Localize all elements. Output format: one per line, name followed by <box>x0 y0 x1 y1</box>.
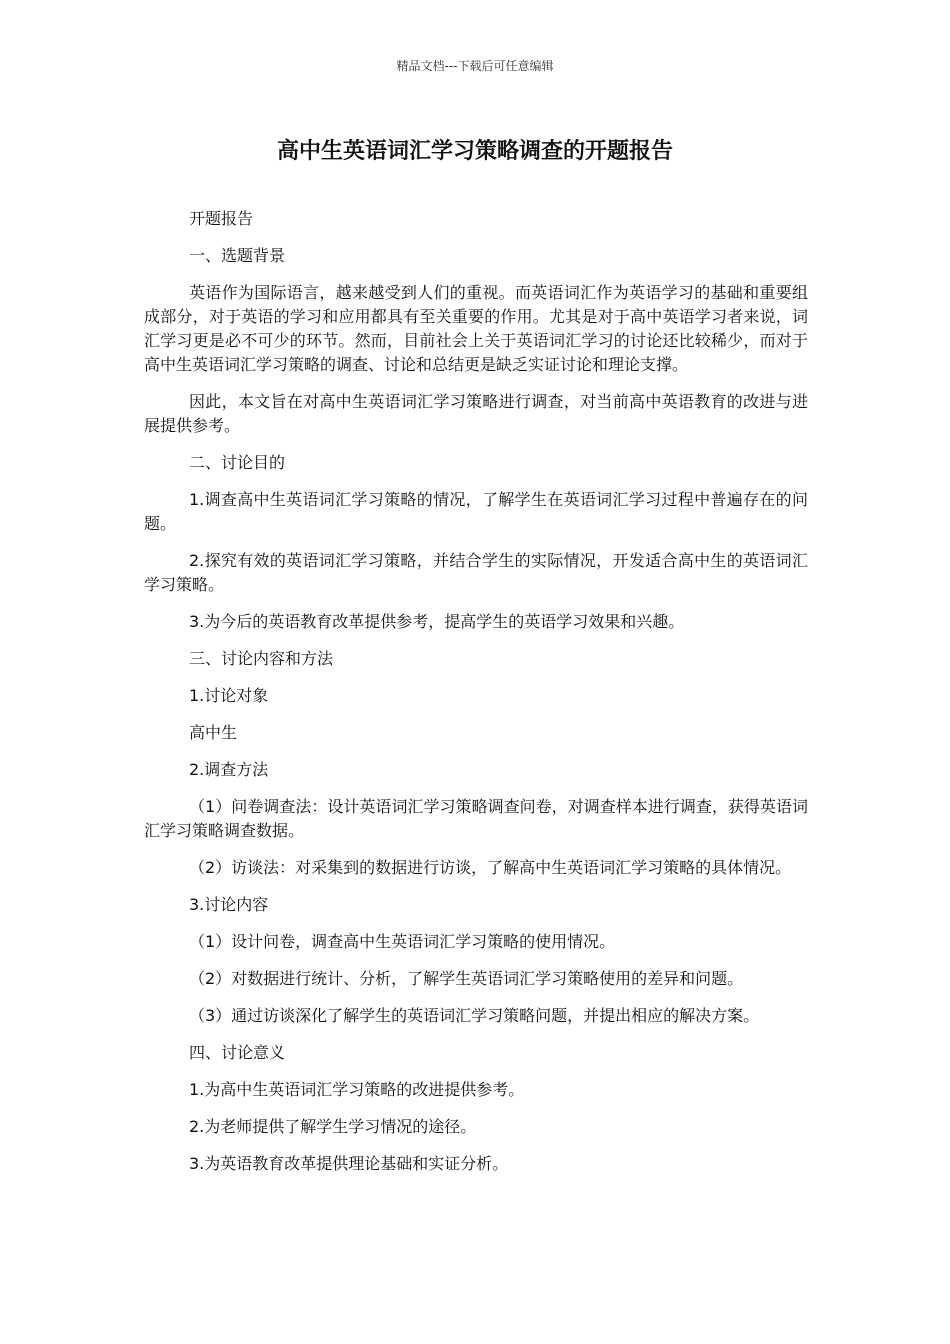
document-body <box>144 207 808 1189</box>
significance-item: 1.为高中生英语词汇学习策略的改进提供参考。 <box>189 1080 525 1099</box>
content-item: （3）通过访谈深化了解学生的英语词汇学习策略问题，并提出相应的解决方案。 <box>189 1006 760 1025</box>
subheading-content: 3.讨论内容 <box>189 895 269 914</box>
heading-objectives: 二、讨论目的 <box>189 453 286 472</box>
paragraph-report-label: 开题报告 <box>189 209 254 228</box>
subheading-methods: 2.调查方法 <box>189 760 269 779</box>
method-item: （1）问卷调查法：设计英语词汇学习策略调查问卷，对调查样本进行调查，获得英语词汇学习策略调查数据。 <box>144 797 808 840</box>
significance-item: 2.为老师提供了解学生学习情况的途径。 <box>189 1117 477 1136</box>
paragraph-purpose-statement: 因此，本文旨在对高中生英语词汇学习策略进行调查，对当前高中英语教育的改进与进展提供参考。 <box>144 392 808 435</box>
method-item: （2）访谈法：对采集到的数据进行访谈，了解高中生英语词汇学习策略的具体情况。 <box>189 858 792 877</box>
heading-significance: 四、讨论意义 <box>189 1043 286 1062</box>
content-item: （1）设计问卷，调查高中生英语词汇学习策略的使用情况。 <box>189 932 616 951</box>
objective-item: 1.调查高中生英语词汇学习策略的情况，了解学生在英语词汇学习过程中普遍存在的问题。 <box>144 490 808 533</box>
significance-item: 3.为英语教育改革提供理论基础和实证分析。 <box>189 1154 509 1173</box>
content-item: （2）对数据进行统计、分析，了解学生英语词汇学习策略使用的差异和问题。 <box>189 969 744 988</box>
heading-content-methods: 三、讨论内容和方法 <box>189 649 334 668</box>
header-note: 精品文档---下载后可任意编辑 <box>396 59 554 73</box>
document-title: 高中生英语词汇学习策略调查的开题报告 <box>276 139 673 164</box>
paragraph-subjects: 高中生 <box>189 723 238 742</box>
paragraph-background: 英语作为国际语言，越来越受到人们的重视。而英语词汇作为英语学习的基础和重要组成部分，对于英语的学习和应用都具有至关重要的作用。尤其是对于高中英语学习者来说，词汇学习更是必不可少的环节。然而，目前社会上关于英语词汇学习的讨论还比较稀少，而对于高中生英语词汇学习策略的调查、讨论和总结更是缺乏实证讨论和理论支撑。 <box>144 283 808 374</box>
objective-item: 3.为今后的英语教育改革提供参考，提高学生的英语学习效果和兴趣。 <box>189 612 685 631</box>
objective-item: 2.探究有效的英语词汇学习策略，并结合学生的实际情况，开发适合高中生的英语词汇学习策略。 <box>144 551 808 594</box>
subheading-subjects: 1.讨论对象 <box>189 686 269 705</box>
heading-background: 一、选题背景 <box>189 246 286 265</box>
